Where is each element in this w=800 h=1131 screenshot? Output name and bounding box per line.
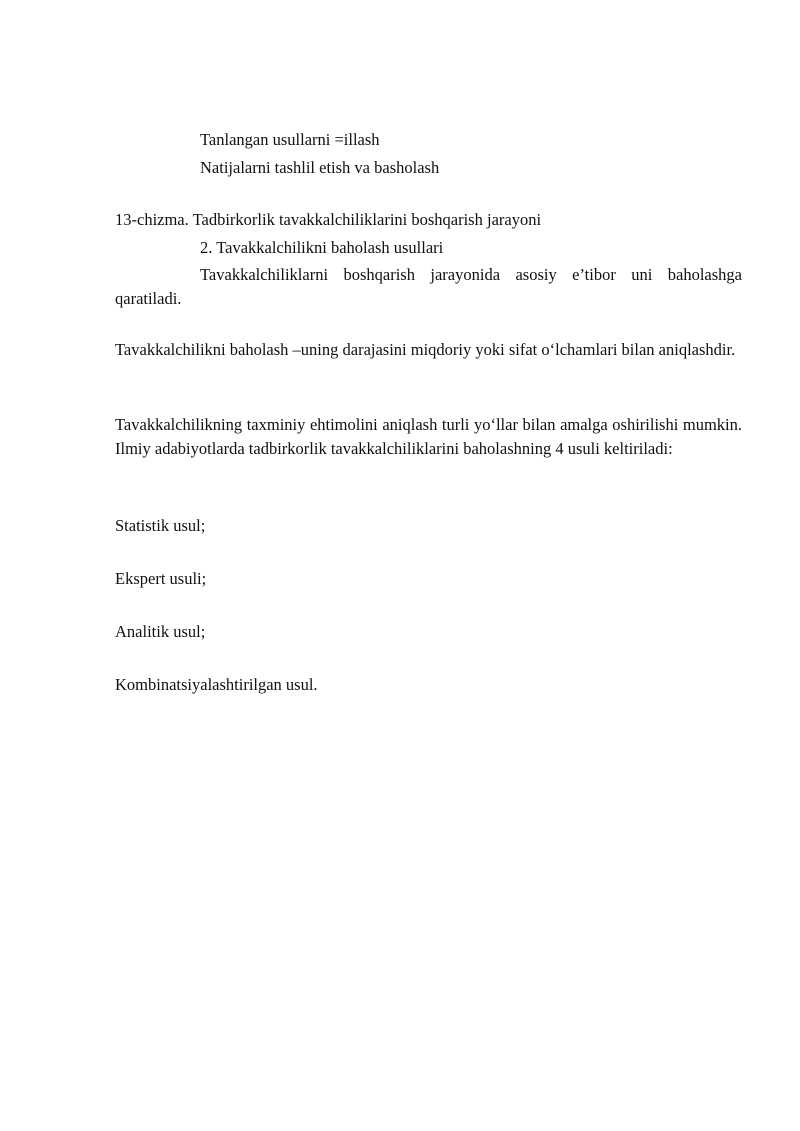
method-item-combined: Kombinatsiyalashtirilgan usul. [115, 675, 318, 694]
figure-caption: 13-chizma. Tadbirkorlik tavakkalchiliklarini boshqarish jarayoni [115, 210, 542, 229]
method-item-statistical: Statistik usul; [115, 516, 206, 535]
method-item-analytical: Analitik usul; [115, 622, 206, 641]
flow-item-analyze-results: Natijalarni tashlil etish va basholash [200, 158, 440, 177]
method-item-expert: Ekspert usuli; [115, 569, 207, 588]
section-heading: 2. Tavakkalchilikni baholash usullari [200, 238, 444, 257]
flow-item-select-methods: Tanlangan usullarni =illash [200, 130, 380, 149]
paragraph-focus-on-assessment: Tavakkalchiliklarni boshqarish jarayonida asosiy e’tibor uni baholashga qaratiladi. [115, 265, 742, 308]
paragraph-assessment-methods-intro: Tavakkalchilikning taxminiy ehtimolini aniqlash turli yo‘llar bilan amalga oshirilishi mumkin. Ilmiy adabiyotlarda tadbirkorlik tavakkalchiliklarini baholashning 4 usuli keltiriladi: [115, 415, 742, 458]
paragraph-risk-assessment-definition: Tavakkalchilikni baholash –uning darajasini miqdoriy yoki sifat o‘lchamlari bilan aniqlashdir. [115, 340, 736, 359]
